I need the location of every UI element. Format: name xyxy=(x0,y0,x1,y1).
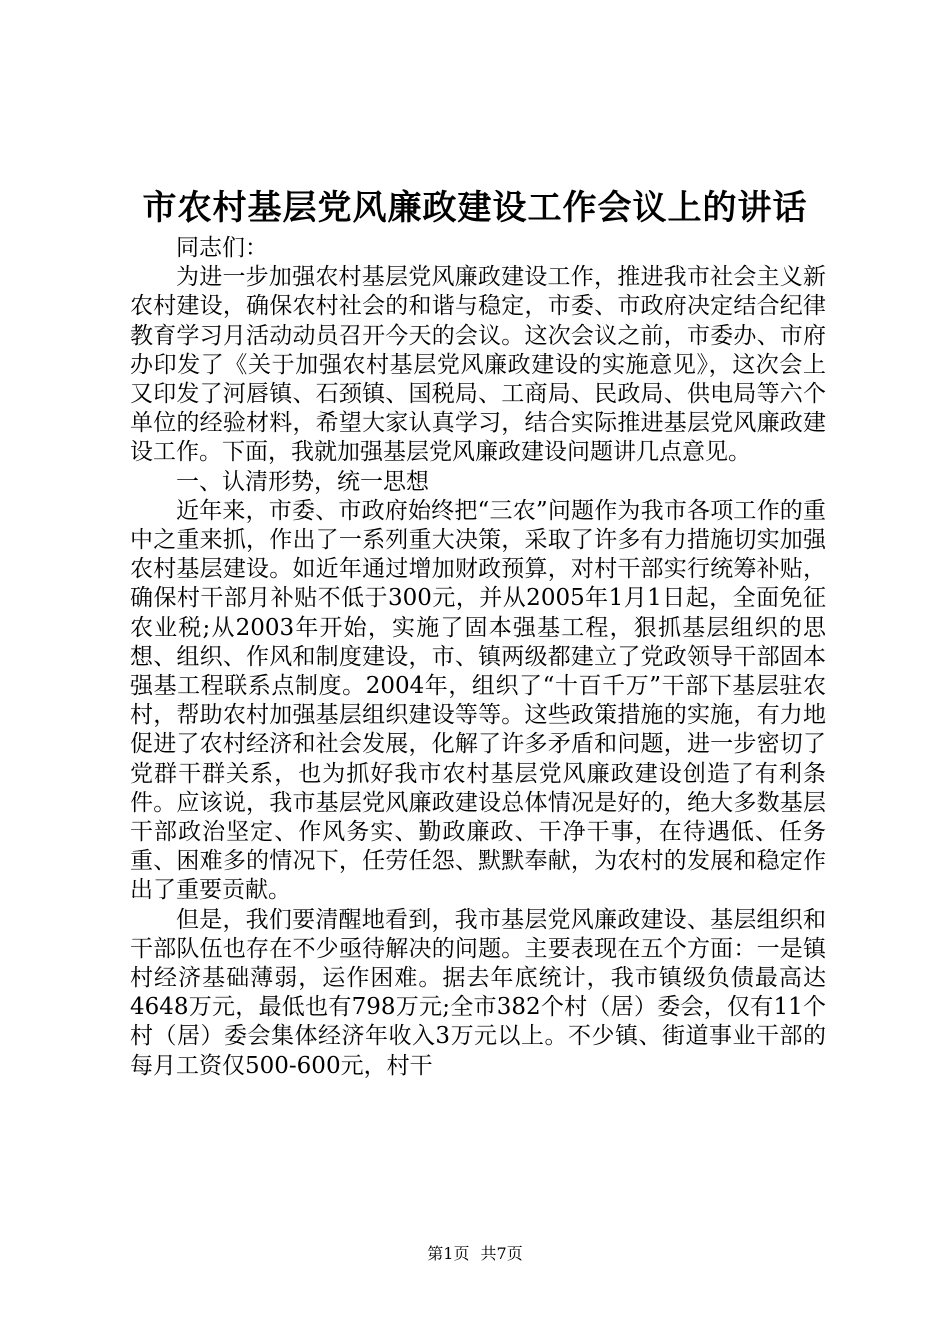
document-title: 市农村基层党风廉政建设工作会议上的讲话 xyxy=(142,188,808,228)
body-paragraph: 但是，我们要清醒地看到，我市基层党风廉政建设、基层组织和干部队伍也存在不少亟待解决的问题。主要表现在五个方面：一是镇村经济基础薄弱，运作困难。据去年底统计，我市镇级负债最高达4648万元，最低也有798万元;全市382个村（居）委会，仅有11个村（居）委会集体经济年收入3万元以上。不少镇、街道事业干部的每月工资仅500-600元，村干 xyxy=(130,906,826,1079)
document-body xyxy=(130,234,826,1081)
page-total: 共7页 xyxy=(480,1244,523,1263)
salutation-paragraph: 同志们： xyxy=(176,235,268,261)
section-heading: 一、认清形势，统一思想 xyxy=(176,468,429,495)
body-paragraph: 为进一步加强农村基层党风廉政建设工作，推进我市社会主义新农村建设，确保农村社会的和谐与稳定，市委、市政府决定结合纪律教育学习月活动动员召开今天的会议。这次会议之前，市委办、市府办印发了《关于加强农村基层党风廉政建设的实施意见》，这次会上又印发了河唇镇、石颈镇、国税局、工商局、民政局、供电局等六个单位的经验材料，希望大家认真学习，结合实际推进基层党风廉政建设工作。下面，我就加强基层党风廉政建设问题讲几点意见。 xyxy=(130,264,826,466)
page-number: 第1页 xyxy=(427,1244,470,1263)
page-footer xyxy=(0,1244,950,1264)
body-paragraph: 近年来，市委、市政府始终把“三农”问题作为我市各项工作的重中之重来抓，作出了一系列重大决策，采取了许多有力措施切实加强农村基层建设。如近年通过增加财政预算，对村干部实行统筹补贴，确保村干部月补贴不低于300元，并从2005年1月1日起，全面免征农业税;从2003年开始，实施了固本强基工程，狠抓基层组织的思想、组织、作风和制度建设，市、镇两级都建立了党政领导干部固本强基工程联系点制度。2004年，组织了“十百千万”干部下基层驻农村，帮助农村加强基层组织建设等等。这些政策措施的实施，有力地促进了农村经济和社会发展，化解了许多矛盾和问题，进一步密切了党群干群关系，也为抓好我市农村基层党风廉政建设创造了有利条件。应该说，我市基层党风廉政建设总体情况是好的，绝大多数基层干部政治坚定、作风务实、勤政廉政、干净干事，在待遇低、任务重、困难多的情况下，任劳任怨、默默奉献，为农村的发展和稳定作出了重要贡献。 xyxy=(130,497,826,904)
